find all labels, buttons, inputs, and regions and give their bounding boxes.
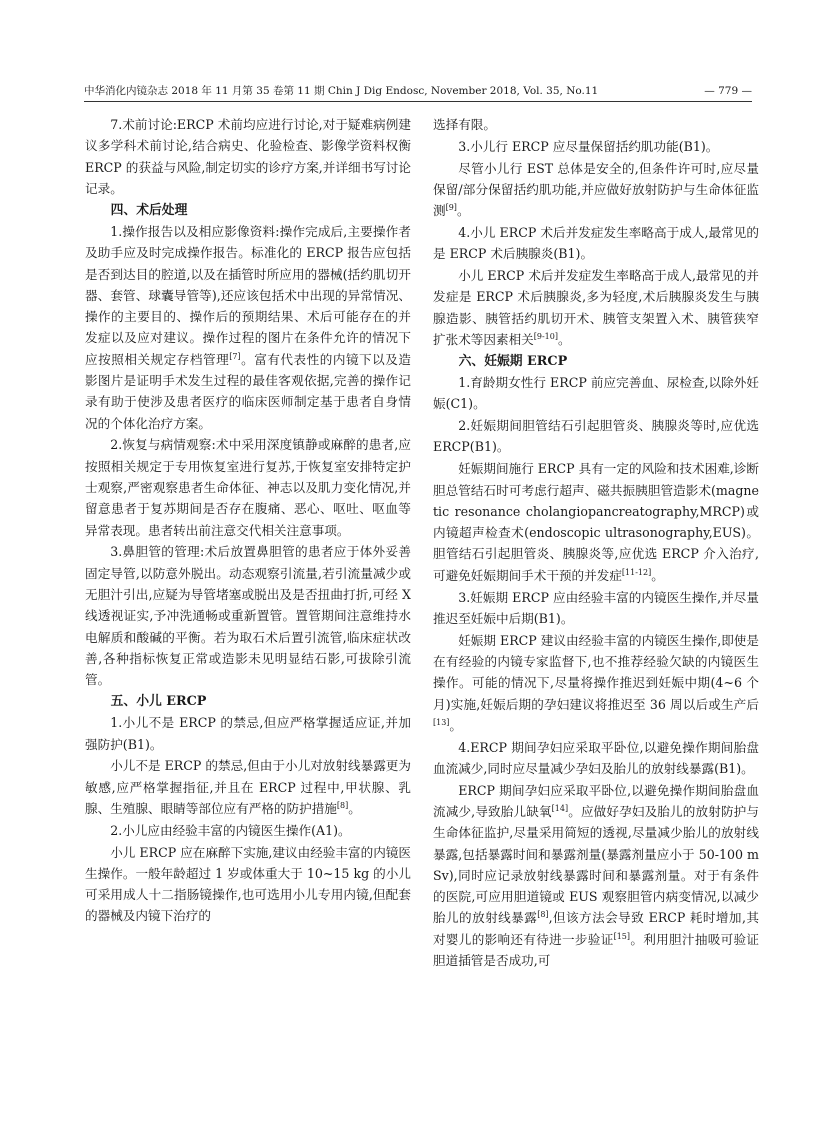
paragraph — [85, 842, 411, 927]
paragraph-text: 1.小儿不是 ERCP 的禁忌,但应严格掌握适应证,并加强防护(B1)。 — [85, 715, 411, 752]
left-column — [85, 114, 411, 927]
paragraph — [433, 136, 759, 157]
paragraph-text: 2.小儿应由经验丰富的内镜医生操作(A1)。 — [110, 822, 351, 838]
paragraph — [85, 755, 411, 819]
paragraph — [433, 158, 759, 222]
paragraph-text: 尽管小儿行 EST 总体是安全的,但条件许可时,应尽量保留/部分保留括约肌功能,并应做好放射防护与生命体征监测 — [433, 160, 759, 219]
citation-ref: [15] — [613, 931, 631, 941]
paragraph-text: 小儿 ERCP 应在麻醉下实施,建议由经验丰富的内镜医生操作。一般年龄超过 1 岁或体重大于 10~15 kg 的小儿可采用成人十二指肠镜操作,也可选用小儿专用内镜,但配套的器械及内镜下治疗的 — [85, 844, 411, 924]
citation-ref: [8] — [537, 910, 549, 920]
citation-ref: [14] — [551, 803, 569, 813]
paragraph-text: ERCP 期间孕妇应采取平卧位,以避免操作期间胎盘血流减少,导致胎儿缺氧 — [433, 782, 759, 819]
citation-ref: [8] — [336, 800, 349, 810]
paragraph-text: 2.恢复与病情观察:术中采用深度镇静或麻醉的患者,应按照相关规定于专用恢复室进行复苏,于恢复室安排特定护士观察,严密观察患者生命体征、神志以及肌力变化情况,并留意患者于复苏期间是否存在腹痛、恶心、呕吐、呕血等异常表现。患者转出前注意交代相关注意事项。 — [85, 437, 411, 538]
paragraph-text: 7.术前讨论:ERCP 术前均应进行讨论,对于疑难病例建议多学科术前讨论,结合病史、化验检查、影像学资料权衡 ERCP 的获益与风险,制定切实的诊疗方案,并详细书写讨论记录。 — [85, 117, 411, 196]
paragraph — [85, 712, 411, 755]
paragraph — [433, 780, 759, 972]
paragraph-text: 。 — [557, 331, 571, 347]
paragraph — [85, 221, 411, 434]
paragraph — [85, 434, 411, 540]
paragraph — [85, 114, 411, 199]
paragraph-text: 小儿不是 ERCP 的禁忌,但由于小儿对放射线暴露更为敏感,应严格掌握指征,并且在 ERCP 过程中,甲状腺、乳腺、生殖腺、眼睛等部位应有严格的防护措施 — [85, 758, 411, 816]
page-number: — 779 — — [704, 85, 752, 97]
paragraph-text: 。 — [449, 717, 463, 733]
paragraph — [85, 541, 411, 690]
paragraph — [433, 114, 759, 135]
right-column — [433, 114, 759, 972]
paragraph — [433, 222, 759, 265]
paragraph-text: 。利用胆汁抽吸可验证胆道插管是否成功,可 — [433, 931, 760, 969]
section-heading: 五、小儿 ERCP — [110, 694, 207, 710]
paragraph-text: 4.ERCP 期间孕妇应采取平卧位,以避免操作期间胎盘血流减少,同时应尽量减少孕妇及胎儿的放射线暴露(B1)。 — [433, 739, 759, 776]
paragraph-text: 3.妊娠期 ERCP 应由经验丰富的内镜医生操作,并尽量推迟至妊娠中后期(B1)。 — [433, 589, 759, 626]
paragraph-text: 3.鼻胆管的管理:术后放置鼻胆管的患者应于体外妥善固定导管,以防意外脱出。动态观察引流量,若引流量减少或无胆汁引出,应疑为导管堵塞或脱出及是否扭曲打折,可经 X 线透视证实,予冲洗通畅或重新置管。置管期间注意维持水电解质和酸碱的平衡。若为取石术后置引流管,临床症状改善,各种指标恢复正常或造影未见明显结石影,可拔除引流管。 — [85, 544, 411, 688]
paragraph-text: 。 — [348, 801, 361, 816]
journal-citation: 中华消化内镜杂志 2018 年 11 月第 35 卷第 11 期 Chin J Dig Endosc, November 2018, Vol. 35, No.11 — [84, 85, 599, 97]
paragraph — [85, 820, 411, 841]
header-rule — [84, 101, 752, 102]
paragraph-text: 。 — [456, 203, 470, 219]
paragraph-text: 。 — [651, 567, 664, 583]
paragraph-text: 小儿 ERCP 术后并发症发生率略高于成人,最常见的并发症是 ERCP 术后胰腺炎,多为轻度,术后胰腺炎发生与胰腺造影、胰管括约肌切开术、胰管支架置入术、胰管狭窄扩张术等因素相关 — [433, 268, 759, 347]
paragraph — [433, 458, 759, 586]
paragraph-text: 妊娠期间施行 ERCP 具有一定的风险和技术困难,诊断胆总管结石时可考虑行超声、磁共振胰胆管造影术(magnetic resonance cholangiopancreatography,MRCP)或内镜超声检查术(endoscopic ultrasonography,EUS)。胆管结石引起胆管炎、胰腺炎等,应优选 ERCP 介入治疗,可避免妊娠期间手术干预的并发症 — [433, 461, 759, 583]
paragraph-text: 4.小儿 ERCP 术后并发症发生率略高于成人,最常见的是 ERCP 术后胰腺炎(B1)。 — [433, 224, 759, 262]
citation-ref: [13] — [433, 717, 450, 727]
paragraph — [433, 415, 759, 458]
paragraph-text: 1.育龄期女性行 ERCP 前应完善血、尿检查,以除外妊娠(C1)。 — [433, 375, 759, 412]
paragraph-text: 。应做好孕妇及胎儿的放射防护与生命体征监护,尽量采用简短的透视,尽量减少胎儿的放射线暴露,包括暴露时间和暴露剂量(暴露剂量应小于 50-100 mSv),同时应记录放射线暴露时间和暴露剂量。对于有条件的医院,可应用胆道镜或 EUS 观察胆管内病变情况,以减少胎儿的放射线暴露 — [433, 804, 759, 926]
citation-ref: [7] — [229, 351, 241, 361]
paragraph-text: 。富有代表性的内镜下以及造影图片是证明手术发生过程的最佳客观依据,完善的操作记录有助于使涉及患者医疗的临床医师制定基于患者自身情况的个体化治疗方案。 — [85, 351, 412, 431]
paragraph — [433, 630, 759, 736]
paragraph-text: 2.妊娠期间胆管结石引起胆管炎、胰腺炎等时,应优选 ERCP(B1)。 — [433, 418, 759, 455]
section-heading: 六、妊娠期 ERCP — [458, 353, 568, 369]
paragraph-text: ,但该方法会导致 ERCP 耗时增加,其对婴儿的影响还有待进一步验证 — [433, 910, 759, 947]
paragraph — [433, 587, 759, 630]
paragraph — [433, 265, 759, 350]
section-heading: 四、术后处理 — [110, 202, 188, 218]
citation-ref: [9] — [445, 203, 457, 212]
running-header — [84, 83, 752, 99]
paragraph-text: 选择有限。 — [433, 117, 496, 132]
paragraph — [433, 372, 759, 415]
paragraph-text: 3.小儿行 ERCP 应尽量保留括约肌功能(B1)。 — [458, 138, 719, 154]
paragraph — [433, 737, 759, 780]
paragraph-text: 1.操作报告以及相应影像资料:操作完成后,主要操作者及助手应及时完成操作报告。标准化的 ERCP 报告应包括是否到达目的腔道,以及在插管时所应用的器械(括约肌切开器、套管、球囊导管等),还应该包括术中出现的异常情况、操作的主要目的、操作后的预期结果、术后可能存在的并发症以及应对建议。操作过程的图片在条件允许的情况下应按照相关规定存档管理 — [85, 223, 411, 367]
citation-ref: [9-10] — [533, 331, 558, 341]
citation-ref: [11-12] — [621, 567, 652, 577]
paragraph-text: 妊娠期 ERCP 建议由经验丰富的内镜医生操作,即使是在有经验的内镜专家监督下,也不推荐经验欠缺的内镜医生操作。可能的情况下,尽量将操作推迟到妊娠中期(4~6 个月)实施,妊娠后期的孕妇建议将推迟至 36 周以后或生产后 — [433, 632, 759, 712]
